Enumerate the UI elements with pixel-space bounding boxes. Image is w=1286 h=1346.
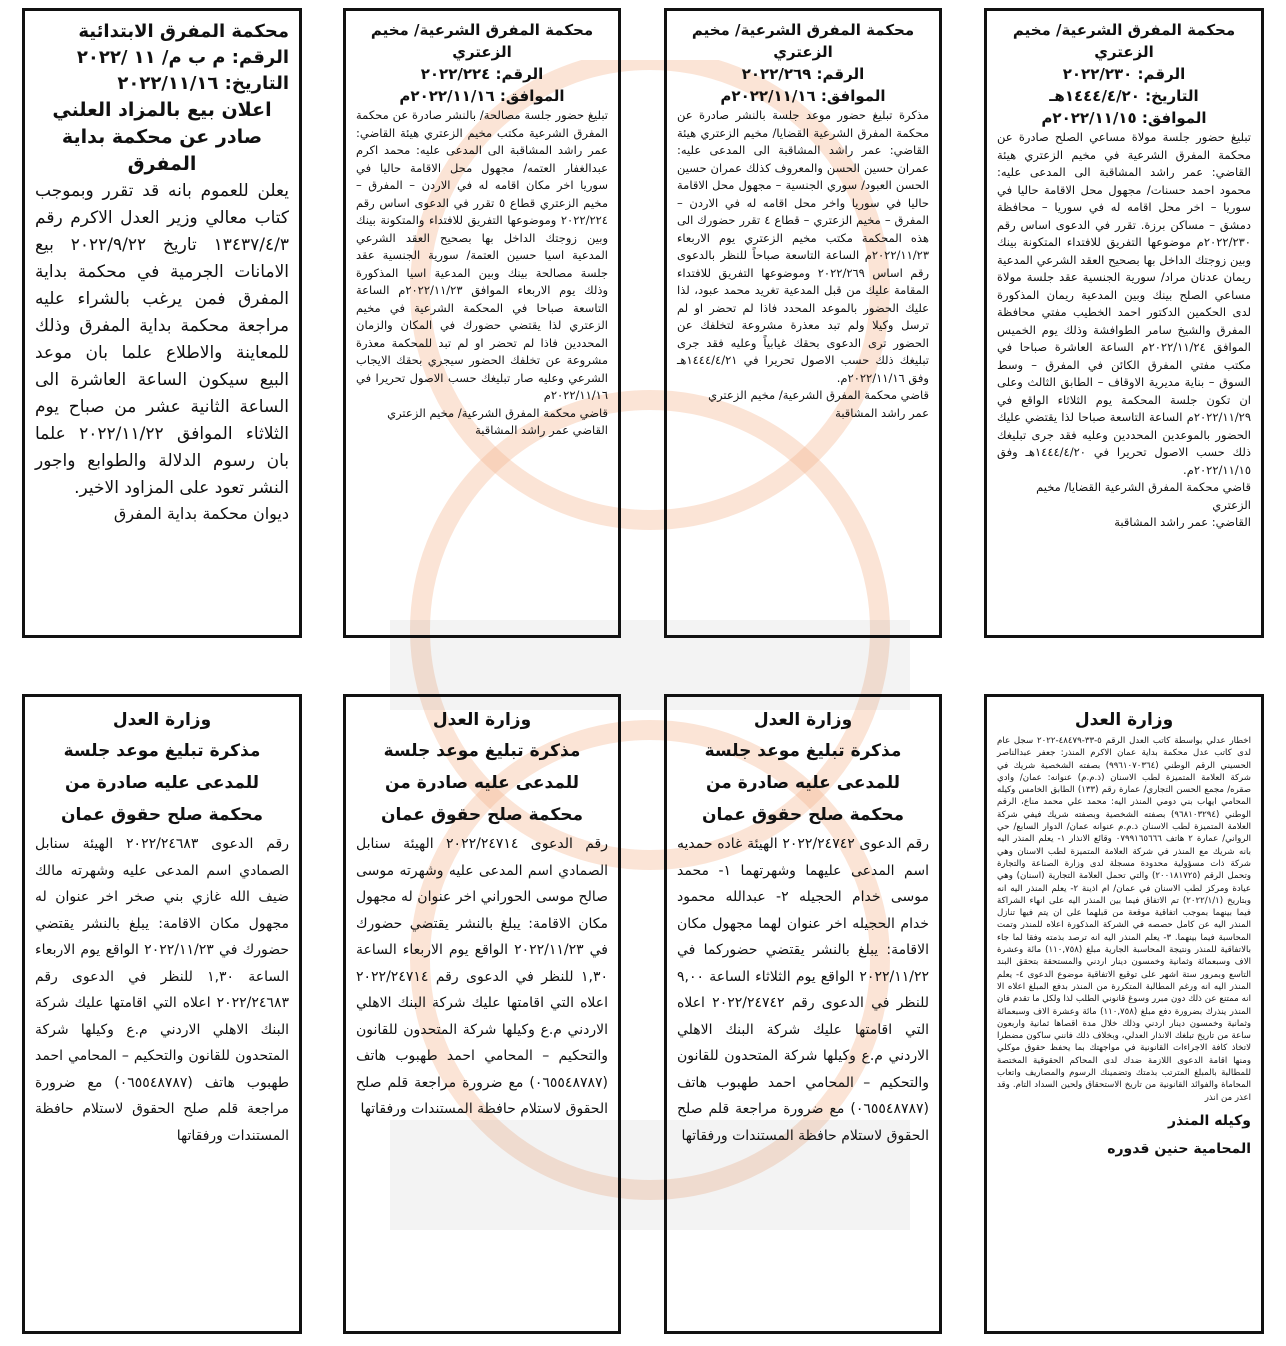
notice-sharia-230 bbox=[984, 8, 1264, 638]
signature-name: المحامية حنين قدوره bbox=[1107, 1140, 1251, 1157]
ministry-name: وزارة العدل bbox=[753, 710, 853, 730]
memo-title: مذكرة تبليغ موعد جلسة للمدعى عليه صادرة من محكمة صلح حقوق عمان bbox=[381, 741, 583, 825]
notice-sharia-224 bbox=[343, 8, 621, 638]
reference-number: الرقم: ٢٠٢٢/٢٢٤ bbox=[420, 65, 544, 83]
ministry-name: وزارة العدل bbox=[1074, 710, 1174, 730]
signature-title: وكيله المنذر bbox=[1168, 1112, 1251, 1129]
notice-signature: ديوان محكمة بداية المفرق bbox=[113, 504, 289, 523]
notice-body: رقم الدعوى ٢٠٢٢/٢٤٦٨٣ الهيئة سنابل الصمادي اسم المدعى عليه وشهرته مالك ضيف الله غازي بني صخر اخر عنوان له مجهول مكان الاقامة: يبلغ بالنشر يقتضي حضورك في ٢٠٢٢/١١/٢٣ الواقع يوم الاربعاء الساعة ١,٣٠ للنظر في الدعوى رقم ٢٠٢٢/٢٤٦٨٣ اعلاه التي اقامتها عليك شركة البنك الاهلي الاردني م.ع وكيلها شركة المتحدون للقانون والتحكيم – المحامي احمد طهبوب هاتف (٠٦٥٥٤٨٧٨٧) مع ضرورة مراجعة قلم صلح الحقوق لاستلام حافظة المستندات ورفقاتها bbox=[35, 836, 289, 1144]
notice-body: رقم الدعوى ٢٠٢٢/٢٤٧٤٢ الهيئة غاده حمديه اسم المدعى عليهما وشهرتهما ١- محمد موسى خدام الحجيله ٢- عبدالله محمود خدام الحجيله اخر عنوان لهما مجهول مكان الاقامة: يبلغ بالنشر يقتضي حضوركما في ٢٠٢٢/١١/٢٢ الواقع يوم الثلاثاء الساعة ٩,٠٠ للنظر في الدعوى رقم ٢٠٢٢/٢٤٧٤٢ اعلاه التي اقامتها عليك شركة البنك الاهلي الاردني م.ع وكيلها شركة المتحدون للقانون والتحكيم – المحامي احمد طهبوب هاتف (٠٦٥٥٤٨٧٨٧) مع ضرورة مراجعة قلم صلح الحقوق لاستلام حافظة المستندات ورفقاتها bbox=[677, 836, 930, 1144]
court-name: محكمة المفرق الابتدائية bbox=[78, 21, 289, 42]
signature-name: القاضي عمر راشد المشاقبة bbox=[475, 423, 608, 437]
notice-sharia-269 bbox=[664, 8, 942, 638]
notice-amman-24742 bbox=[664, 694, 942, 1334]
hijri-date: التاريخ: ١٤٤٤/٤/٢٠هـ bbox=[1049, 87, 1199, 105]
notice-auction bbox=[22, 8, 302, 638]
ministry-name: وزارة العدل bbox=[432, 710, 532, 730]
ministry-name: وزارة العدل bbox=[112, 710, 212, 730]
agreed-date: الموافق: ٢٠٢٢/١١/١٦م bbox=[399, 87, 565, 105]
signature-name: القاضي: عمر راشد المشاقبة bbox=[1114, 515, 1251, 529]
signature-title: قاضي محكمة المفرق الشرعية/ مخيم الزعتري bbox=[708, 388, 929, 402]
signature-name: عمر راشد المشاقبة bbox=[835, 405, 929, 420]
reference-number: الرقم: م ب م/ ١١ /٢٠٢٢ bbox=[76, 47, 289, 68]
signature-title: قاضي محكمة المفرق الشرعية/ مخيم الزعتري bbox=[387, 405, 608, 420]
signature-title: قاضي محكمة المفرق الشرعية القضايا/ مخيم الزعتري bbox=[1036, 480, 1251, 512]
notice-title: اعلان بيع بالمزاد العلني bbox=[52, 99, 272, 121]
reference-number: الرقم: ٢٠٢٢/٢٦٩ bbox=[741, 65, 865, 83]
memo-title: مذكرة تبليغ موعد جلسة للمدعى عليه صادرة من محكمة صلح حقوق عمان bbox=[702, 741, 904, 825]
notice-legal-warning bbox=[984, 694, 1264, 1334]
memo-title: مذكرة تبليغ موعد جلسة للمدعى عليه صادرة من محكمة صلح حقوق عمان bbox=[61, 741, 263, 825]
notice-body: اخطار عدلي بواسطة كاتب العدل الرقم ٥-٣٣-٤٨٤٧٩-٢٠٢٢ سجل عام لدى كاتب عدل محكمة بداية عمان الاكرم المنذر: جعفر عبدالناصر الحسيني الرقم الوطني (٩٩٦١٠٧٠٣٦٤) بصفته الشخصية شريك في شركة العلامة المتميزة لطب الاسنان (ذ.م.م) عنوانه: عمان/ وادي صقره/ مجمع الحسن التجاري/ عمارة رقم (١٣٣) الطابق الخامس وكيله المحامي ايهاب بني دومي المنذر اليه: محمد علي محمد مناع، الرقم الوطني (٩٦٨١٠٣٢٩٤) بصفته الشخصية وبصفته شريك فيفي شركة العلامة المتميزة لطب الاسنان ذ.م.م عنوانه عمان/ الدوار السابع/ حي الرواني/ عمارة ٢ هاتف ٠٧٩٩١٦٥٦٦٦ وقائع الانذار ١- يعلم المنذر اليه بانه شريك مع المنذر في شركة العلامة المتميزة لطب الاسنان وهي شركة ذات مسؤولية محدودة مسجلة لدى وزارة الصناعة والتجارة وتحمل الرقم (٢٠٠١٨١٧٢٥) والتي تحمل العلامة التجارية (اسنان) وهي عيادة ومركز لطب الاسنان في عمان/ ام اذينة ٢- يعلم المنذر اليه انه وبتاريخ (٢٠٢٢/١/١) تم الاتفاق فيما بين المنذر اليه على انهاء الشراكة فيما بينهما بموجب اتفاقية موقعة من قبلهما على ان يتم فيها تنازل المنذر اليه عن كامل حصصه في الشركة المذكورة اعلاه للمنذر وتمت المحاسبة فيما بينهما. ٣- يعلم المنذر اليه انه ترصد بذمته وفقا لما جاء بالاتفاقية للمنذر ونتيجة المحاسبة الجارية مبلغ (١١٠,٧٥٨) مائة وعشرة الاف وسبعمائة وثمانية وخمسون دينار اردني والمستحقة بتحقق البند التاسع وبمرور ستة اشهر على توقيع الاتفاقية موضوع الدعوى ٤- يعلم المنذر اليه انه ورغم المطالبة المتكررة من المنذر بدفع المبلغ اعلاه الا انه ممتنع عن ذلك دون مبرر وسوغ قانوني الطلب لذا ولكل ما تقدم فان المنذر ينذرك بضرورة دفع مبلغ (١١٠,٧٥٨) مائة وعشرة الاف وسبعمائة وثمانية وخمسون دينار اردني وذلك خلال مدة اقصاها ثمانية واربعون ساعة من تاريخ تبلغك الانذار العدلي، وبخلاف ذلك فانني ساكون مضطرا لاتخاذ كافة الاجراءات القانونية في مواجهتك بما يحفظ حقوق موكلي ومنها اقامة الدعوى اللازمة ضدك لدى المحاكم الحقوقية المختصة للمطالبة بالمبلغ المترتب بذمتك وتضمينك الرسوم والمصاريف واتعاب المحاماة والفوائد القانونية من تاريخ الاستحقاق ولحين السداد التام. وقد اعذر من انذر bbox=[997, 736, 1252, 1103]
notice-body: مذكرة تبليغ حضور موعد جلسة بالنشر صادرة عن محكمة المفرق الشرعية القضايا/ مخيم الزعتري هيئة القاضي: عمر راشد المشاقبة الى المدعى عليه: عمران حسين الحسن والمعروف كذلك عمران حسين الحسن العبود/ سوري الجنسية – مجهول محل الاقامة حاليا في سوريا واخر محل اقامه له في الاردن – المفرق – مخيم الزعتري – قطاع ٤ تقرر حضورك الى هذه المحكمة مكتب مخيم الزعتري يوم الاربعاء ٢٠٢٢/١١/٢٣م الساعة التاسعة صباحاً للنظر بالدعوى رقم اساس ٢٠٢٢/٢٦٩ وموضوعها التفريق للافتداء المقامة عليك من قبل المدعية تغريد محمد عبود، لذا عليك الحضور بالموعد المحدد فاذا لم تحضر او لم ترسل وكيلا ولم تبد معذرة مشروعة لتخلفك عن الحضور ترى الدعوى بحقك غيابياً وعليه فقد جرى تبليغك ذلك حسب الاصول تحريرا في ١٤٤٤/٤/٢١هـ وفق ٢٠٢٢/١١/١٦م. bbox=[677, 108, 930, 385]
court-name: محكمة المفرق الشرعية/ مخيم الزعتري bbox=[691, 21, 915, 61]
notice-body: رقم الدعوى ٢٠٢٢/٢٤٧١٤ الهيئة سنابل الصمادي اسم المدعى عليه وشهرته موسى صالح موسى الحوراني اخر عنوان له مجهول مكان الاقامة: يبلغ بالنشر يقتضي حضورك في ٢٠٢٢/١١/٢٣ الواقع يوم الاربعاء الساعة ١,٣٠ للنظر في الدعوى رقم ٢٠٢٢/٢٤٧١٤ اعلاه التي اقامتها عليك شركة البنك الاهلي الاردني م.ع وكيلها شركة المتحدون للقانون والتحكيم – المحامي احمد طهبوب هاتف (٠٦٥٥٤٨٧٨٧) مع ضرورة مراجعة قلم صلح الحقوق لاستلام حافظة المستندات ورفقاتها bbox=[356, 836, 609, 1117]
court-name: محكمة المفرق الشرعية/ مخيم الزعتري bbox=[370, 21, 594, 61]
notice-body: تبليغ حضور جلسة مصالحة/ بالنشر صادرة عن محكمة المفرق الشرعية مكتب مخيم الزعتري هيئة القاضي: عمر راشد المشاقبة الى المدعى عليه: محمد اكرم عبدالغفار العتمه/ مجهول محل الاقامة حاليا في سوريا اخر مكان اقامه له في الاردن – المفرق – مخيم الزعتري قطاع ٥ تقرر في الدعوى اساس رقم ٢٠٢٢/٢٢٤ وموضوعها التفريق للافتداء والمتكونة بينك وبين زوجتك الداخل بها بصحيح العقد الشرعي المدعية اسيا حسين العتمة/ سورية الجنسية عقد جلسة مصالحة بينك وبين المدعية اسيا المذكورة وذلك يوم الاربعاء الموافق ٢٠٢٢/١١/٢٣م الساعة التاسعة صباحا في المحكمة الشرعية في مخيم الزعتري لذا يقتضي حضورك في المكان والزمان المحددين فاذا لم تحضر او لم تبد للمحكمة معذرة مشروعة عن تخلفك الحضور سيجري بحقك الايجاب الشرعي وعليه صار تبليغك حسب الاصول تحريرا في ٢٠٢٢/١١/١٦م bbox=[356, 108, 609, 402]
notice-body: يعلن للعموم بانه قد تقرر وبموجب كتاب معالي وزير العدل الاكرم رقم ١٣٤٣٧/٤/٣ تاريخ ٢٠٢٢/٩/٢٢ بيع الامانات الجرمية في محكمة بداية المفرق فمن يرغب بالشراء عليه مراجعة محكمة بداية المفرق وذلك للمعاينة والاطلاع علما بان موعد البيع سيكون الساعة العاشرة الى الساعة الثانية عشر من صباح يوم الثلاثاء الموافق ٢٠٢٢/١١/٢٢ علما بان رسوم الدلالة والطوابع واجور النشر تعود على المزاود الاخير. bbox=[35, 181, 289, 498]
agreed-date: الموافق: ٢٠٢٢/١١/١٥م bbox=[1041, 109, 1207, 127]
reference-number: الرقم: ٢٠٢٢/٢٣٠ bbox=[1062, 65, 1186, 83]
notice-date: التاريخ: ٢٠٢٢/١١/١٦ bbox=[117, 73, 289, 94]
court-name: محكمة المفرق الشرعية/ مخيم الزعتري bbox=[1012, 21, 1236, 61]
notice-amman-24714 bbox=[343, 694, 621, 1334]
notice-subtitle: صادر عن محكمة بداية المفرق bbox=[61, 126, 263, 175]
agreed-date: الموافق: ٢٠٢٢/١١/١٦م bbox=[720, 87, 886, 105]
notice-body: تبليغ حضور جلسة مولاة مساعي الصلح صادرة عن محكمة المفرق الشرعية في مخيم الزعتري هيئة القاضي: عمر راشد المشاقبة الى المدعى عليه: محمود احمد حسنات/ مجهول محل الاقامة حاليا في سوريا – اخر محل اقامه له في سوريا – محافظة دمشق – مساكن برزة. تقرر في الدعوى اساس رقم ٢٠٢٢/٢٣٠م موضوعها التفريق للافتداء المتكونة بينك وبين زوجتك الداخل بها بصحيح العقد الشرعي المدعية ريمان عدنان مراد/ سورية الجنسية عقد جلسة مولاة مساعي الصلح بينك وبين المدعية ريمان المذكورة لدى الحكمين الدكتور احمد الخطيب مفتي محافظة المفرق والشيخ سامر الطوافشة وذلك يوم الخميس الموافق ٢٠٢٢/١١/٢٤م الساعة العاشرة صباحا في مكتب مفتي المفرق الكائن في المفرق – وسط السوق – بناية مديرية الاوقاف – الطابق الثالث وعلى ان تكون جلسة المحكمة يوم الثلاثاء الواقع في ٢٠٢٢/١١/٢٩م الساعة التاسعة صباحا لذا يقتضي عليك الحضور بالموعدين المحددين وعليه فقد جرى تبليغك ذلك حسب الاصول تحريرا في ١٤٤٤/٤/٢٠هـ وفق ٢٠٢٢/١١/١٥م. bbox=[997, 130, 1251, 477]
notice-amman-24683 bbox=[22, 694, 302, 1334]
